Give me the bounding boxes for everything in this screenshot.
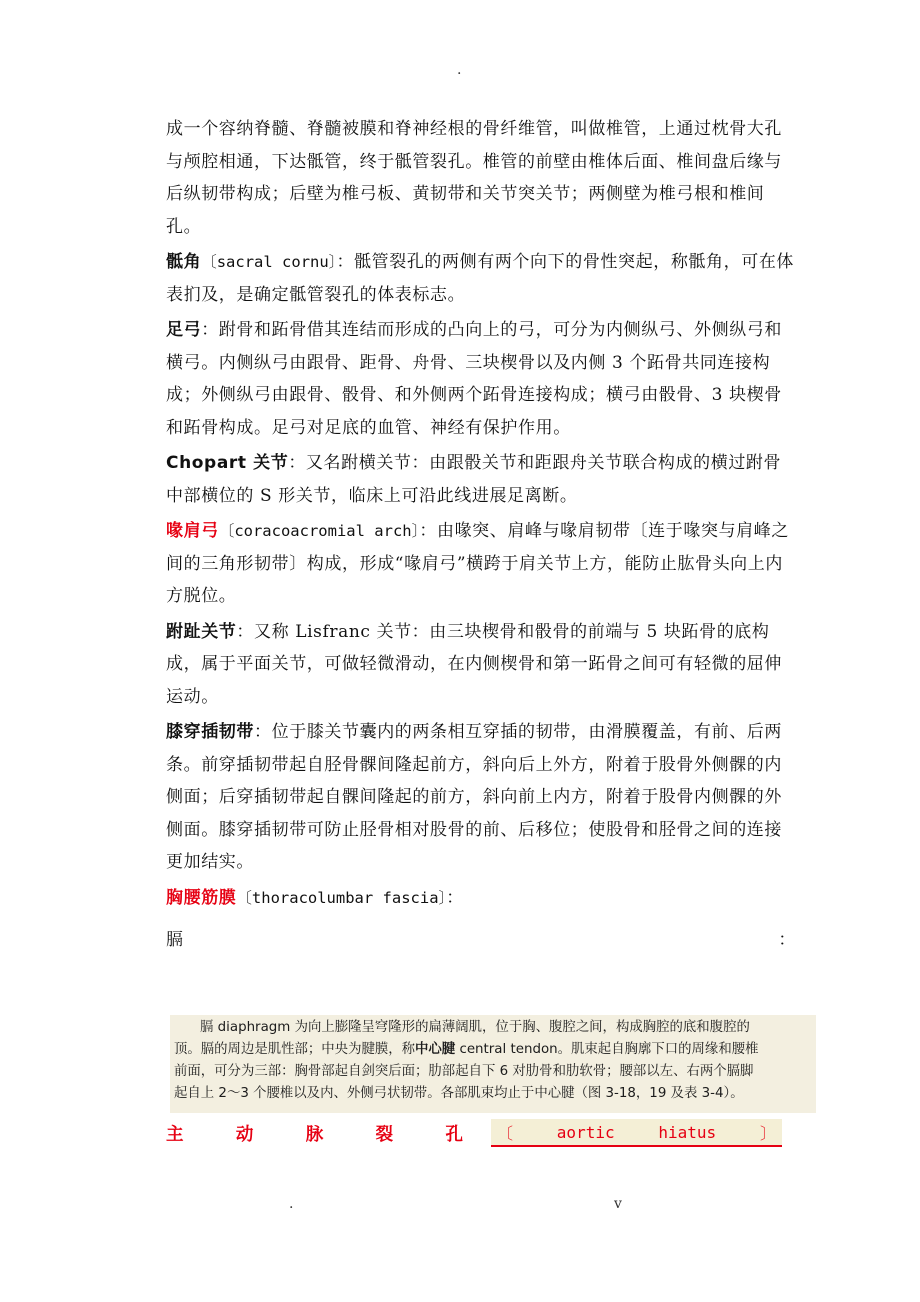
aortic-en-part: hiatus xyxy=(658,1122,717,1142)
vertebral-canal-text: 成一个容纳脊髓、脊髓被膜和脊神经根的骨纤维管，叫做椎管，上通过枕骨大孔与颅腔相通，下达骶管，终于骶管裂孔。椎管的前壁由椎体后面、椎间盘后缘与后纵韧带构成；后壁为椎弓板、黄韧带和关节突关节；两侧壁为椎弓根和椎间孔。 xyxy=(166,119,782,237)
coracoacromial-latin: 〔coracoacromial arch〕 xyxy=(218,522,420,540)
scan-line-1: 膈 diaphragm 为向上膨隆呈穹隆形的扁薄阔肌，位于胸、腹腔之间，构成胸腔的底和腹腔的 xyxy=(200,1020,750,1035)
aortic-zh-char: 主 xyxy=(166,1124,184,1145)
scan-central-tendon: 中心腱 xyxy=(415,1042,456,1057)
aortic-hiatus-latin xyxy=(491,1119,782,1147)
scan-line-4: 起自上 2～3 个腰椎以及内、外侧弓状韧带。各部肌束均止于中心腱（图 3-18，19 及表 3-4）。 xyxy=(174,1086,744,1101)
coracoacromial-term: 喙肩弓 xyxy=(166,521,219,541)
lisfranc-text: ：又称 Lisfranc 关节：由三块楔骨和骰骨的前端与 5 块跖骨的底构成，属于平面关节，可做轻微滑动，在内侧楔骨和第一跖骨之间可有轻微的屈伸运动。 xyxy=(166,621,782,707)
aortic-zh-char: 孔 xyxy=(445,1124,463,1145)
diaphragm-heading xyxy=(166,924,796,957)
paragraph-lisfranc xyxy=(166,616,796,714)
scan-line-3: 前面，可分为三部：胸骨部起自剑突后面；肋部起自下 6 对肋骨和肋软骨；腰部以左、右两个膈脚 xyxy=(174,1064,754,1079)
top-mark: . xyxy=(457,62,462,78)
aortic-hiatus-heading xyxy=(166,1118,782,1148)
aortic-zh-char: 裂 xyxy=(375,1124,394,1145)
chopart-term: Chopart 关节 xyxy=(166,453,289,473)
aortic-en-part: 〔 xyxy=(497,1123,514,1143)
cruciate-term: 膝穿插韧带 xyxy=(166,722,254,742)
paragraph-thoracolumbar xyxy=(166,882,796,915)
scan-line-2c: central tendon。肌束起自胸廓下口的周缘和腰椎 xyxy=(455,1042,759,1057)
chopart-text: ：又名跗横关节：由跟骰关节和距跟舟关节联合构成的横过跗骨中部横位的 S 形关节，临床上可沿此线进展足离断。 xyxy=(166,453,782,506)
aortic-hiatus-zh xyxy=(166,1121,463,1146)
sacral-cornu-latin: 〔sacral cornu〕 xyxy=(201,253,337,271)
bottom-mark-right: v xyxy=(614,1196,622,1212)
scan-body xyxy=(174,1039,812,1105)
sacral-cornu-term: 骶角 xyxy=(166,252,202,272)
scanned-textbook-excerpt xyxy=(170,1015,816,1113)
foot-arch-text: ：跗骨和跖骨借其连结而形成的凸向上的弓，可分为内侧纵弓、外侧纵弓和横弓。内侧纵弓由跟骨、距骨、舟骨、三块楔骨以及内侧 3 个跖骨共同连接构成；外侧纵弓由跟骨、骰骨、和外侧两个跖骨连接构成；横弓由骰骨、3 块楔骨和跖骨构成。足弓对足底的血管、神经有保护作用。 xyxy=(166,320,783,438)
aortic-en-part: 〕 xyxy=(759,1123,776,1143)
aortic-en-part: aortic xyxy=(556,1122,615,1142)
thoracolumbar-term: 胸腰筋膜 xyxy=(166,887,237,908)
diaphragm-colon: ： xyxy=(778,930,796,950)
thoracolumbar-latin: 〔thoracolumbar fascia〕 xyxy=(236,888,447,907)
paragraph-coracoacromial xyxy=(166,515,796,613)
paragraph-sacral-cornu xyxy=(166,246,796,311)
diaphragm-term: 膈 xyxy=(166,930,184,950)
thoracolumbar-text: ： xyxy=(446,887,464,908)
cruciate-text: ：位于膝关节囊内的两条相互穿插的韧带，由滑膜覆盖，有前、后两条。前穿插韧带起自胫骨髁间隆起前方，斜向后上外方，附着于股骨外侧髁的内侧面；后穿插韧带起自髁间隆起的前方，斜向前上内方，附着于股骨内侧髁的外侧面。膝穿插韧带可防止胫骨相对股骨的前、后移位；使股骨和胫骨之间的连接更加结实。 xyxy=(166,722,782,872)
paragraph-vertebral-canal xyxy=(166,113,796,243)
bottom-mark-left: . xyxy=(289,1196,294,1212)
sacral-cornu-text: ：骶管裂孔的两侧有两个向下的骨性突起，称骶角，可在体表扪及，是确定骶管裂孔的体表标志。 xyxy=(166,252,795,305)
coracoacromial-text: ：由喙突、肩峰与喙肩韧带〔连于喙突与肩峰之间的三角形韧带〕构成，形成“喙肩弓”横跨于肩关节上方，能防止肱骨头向上内方脱位。 xyxy=(166,521,789,606)
scan-line-2a: 顶。膈的周边是肌性部；中央为腱膜，称 xyxy=(174,1042,416,1057)
aortic-zh-char: 动 xyxy=(235,1124,254,1145)
paragraph-chopart xyxy=(166,447,796,512)
lisfranc-term: 跗趾关节 xyxy=(166,621,237,642)
aortic-zh-char: 脉 xyxy=(305,1124,324,1145)
document-body xyxy=(166,113,796,957)
paragraph-foot-arch xyxy=(166,314,796,444)
paragraph-cruciate xyxy=(166,716,796,879)
foot-arch-term: 足弓 xyxy=(166,320,202,340)
